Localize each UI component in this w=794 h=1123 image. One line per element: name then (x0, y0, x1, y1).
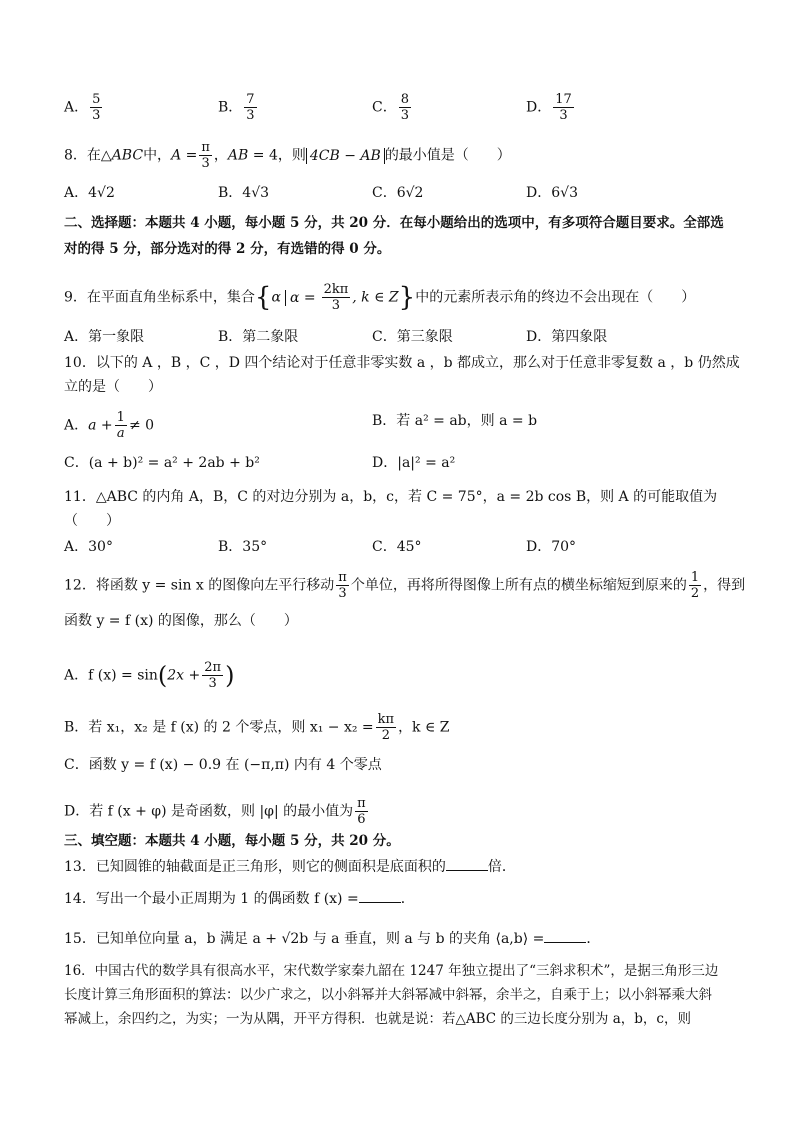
question-11-stem: 11．△ABC 的内角 A，B，C 的对边分别为 a，b，c，若 C = 75°，a = 2b cos B，则 A 的可能取值为 (64, 489, 718, 505)
fraction (115, 410, 127, 441)
math: 2x + (167, 667, 201, 684)
math: = 4 (252, 147, 278, 164)
set-separator (285, 290, 316, 306)
answer-blank[interactable] (359, 888, 401, 903)
q7-option-b (218, 92, 259, 123)
q11-option-a (64, 538, 113, 556)
q8-option-d (526, 184, 578, 202)
option-label: D． (526, 329, 552, 345)
fraction (336, 570, 349, 601)
math: 4CB − AB (309, 147, 381, 164)
fraction (202, 660, 223, 691)
question-16-line3: 幂减上，余四约之，为实；一为从隅，开平方得积．也就是说：若△ABC 的三边长度分别为 a，b，c，则 (64, 1011, 691, 1027)
option-value: 35° (242, 539, 268, 555)
section-2-heading: 二、选择题：本题共 4 小题，每小题 5 分，共 20 分．在每小题给出的选项中，有多项符合题目要求。全部选 (64, 215, 724, 231)
math: , k ∈ Z (352, 289, 399, 306)
vector-abs (306, 148, 385, 164)
numerator: 8 (400, 92, 409, 107)
numerator: 2π (204, 660, 222, 675)
q12-option-d (64, 796, 370, 827)
fraction (90, 92, 102, 123)
q8-option-a (64, 184, 115, 202)
option-label: B． (218, 539, 243, 555)
question-11-stem-cont: （ ） (64, 513, 120, 529)
question-15 (64, 928, 600, 948)
option-value: 4√3 (242, 185, 270, 201)
question-12-stem-cont: 函数 y = f (x) 的图像，那么（ ） (64, 613, 298, 629)
option-label: C． (372, 539, 397, 555)
q7-option-d (526, 92, 576, 123)
denominator: 2 (381, 728, 390, 743)
numerator: π (357, 796, 366, 811)
question-13 (64, 856, 516, 876)
text: 的最小值是（ ） (384, 147, 511, 164)
math: ABC (111, 147, 144, 164)
text: B．若 x₁，x₂ 是 f (x) 的 2 个零点，则 x₁ − x₂ = (64, 719, 374, 736)
question-14 (64, 888, 415, 908)
text: 8．在△ (64, 147, 112, 164)
option-value: 30° (88, 539, 113, 555)
q8-option-b (218, 184, 269, 202)
denominator: 3 (559, 108, 568, 123)
text: ，得到 (703, 577, 746, 594)
option-label: D． (526, 99, 552, 116)
answer-blank[interactable] (544, 928, 586, 943)
denominator: 3 (208, 676, 217, 691)
option-label: A． (64, 99, 89, 116)
option-label: B． (218, 99, 243, 116)
numerator: π (338, 570, 347, 585)
option-label: A． (64, 185, 89, 201)
option-value: 70° (551, 539, 577, 555)
denominator: 3 (400, 108, 409, 123)
option-value: 4√2 (88, 185, 115, 201)
option-label: A．f (x) = sin (64, 667, 158, 684)
option-value: 45° (396, 539, 422, 555)
denominator: 3 (246, 108, 255, 123)
question-8-stem (64, 140, 511, 171)
option-label: C． (372, 329, 397, 345)
text: ，k ∈ Z (398, 719, 450, 736)
option-label: A． (64, 329, 89, 345)
q11-option-b (218, 538, 267, 556)
q9-option-b (218, 328, 298, 346)
fraction (199, 140, 212, 171)
numerator: 1 (690, 570, 700, 585)
option-label: B． (218, 329, 243, 345)
option-value: 第一象限 (88, 329, 145, 345)
numerator: 5 (92, 92, 101, 107)
q10-option-c: C．(a + b)² = a² + 2ab + b² (64, 455, 260, 471)
q11-option-d (526, 538, 576, 556)
answer-blank[interactable] (446, 856, 488, 871)
brace-left: { (254, 282, 272, 313)
q12-option-a (64, 660, 234, 691)
option-label: C． (372, 99, 397, 116)
fraction (689, 570, 701, 601)
math: AB (227, 147, 249, 164)
q11-option-c (372, 538, 422, 556)
paren-right: ) (225, 661, 235, 690)
text: 中， (143, 147, 172, 164)
q10-option-d: D．|a|² = a² (372, 455, 456, 471)
denominator: 3 (331, 298, 341, 313)
numerator: 1 (116, 410, 125, 425)
option-value: 第二象限 (242, 329, 299, 345)
text: 中的元素所表示角的终边不会出现在（ ） (415, 289, 696, 306)
denominator: 2 (690, 586, 700, 601)
numerator: 17 (555, 92, 572, 107)
numerator: 2kπ (323, 282, 349, 297)
question-12-stem (64, 570, 745, 601)
option-label: D． (526, 185, 552, 201)
text: ． (586, 931, 601, 947)
brace-right: } (398, 282, 416, 313)
denominator: 3 (92, 108, 101, 123)
option-label: B． (218, 185, 243, 201)
text: 倍． (487, 859, 516, 875)
q8-option-c (372, 184, 423, 202)
math: a + (88, 417, 113, 434)
option-label: A． (64, 539, 89, 555)
text: 14．写出一个最小正周期为 1 的偶函数 f (x) = (64, 891, 359, 907)
paren-left: ( (157, 661, 168, 690)
math: α = (289, 289, 316, 306)
question-10-stem: 10．以下的 A ，B ，C ，D 四个结论对于任意非零实数 a ，b 都成立，那么对于任意非零复数 a ，b 仍然成 (64, 355, 740, 371)
fraction (553, 92, 574, 123)
option-value: 6√2 (396, 185, 424, 201)
denominator: 3 (201, 156, 210, 171)
text: 9．在平面直角坐标系中，集合 (64, 289, 255, 306)
section-3-heading: 三、填空题：本题共 4 小题，每小题 5 分，共 20 分。 (64, 833, 400, 849)
math: α (271, 289, 281, 306)
fraction (322, 282, 351, 313)
option-label: C． (372, 185, 397, 201)
q9-option-a (64, 328, 144, 346)
option-value: 第三象限 (396, 329, 453, 345)
option-value: 6√3 (551, 185, 578, 201)
math: A (171, 147, 182, 164)
q12-option-b (64, 712, 450, 743)
text: 13．已知圆锥的轴截面是正三角形，则它的侧面积是底面积的 (64, 859, 446, 875)
text: D．若 f (x + φ) 是奇函数，则 |φ| 的最小值为 (64, 803, 354, 820)
numerator: 7 (246, 92, 255, 107)
text: 12．将函数 y = sin x 的图像向左平行移动 (64, 577, 335, 594)
question-10-stem-cont: 立的是（ ） (64, 379, 162, 395)
q9-option-c (372, 328, 453, 346)
denominator: 6 (357, 812, 366, 827)
fraction (244, 92, 256, 123)
q10-option-b: B．若 a² = ab，则 a = b (372, 413, 538, 429)
option-label: D． (526, 539, 552, 555)
q9-option-d (526, 328, 607, 346)
section-2-heading-cont: 对的得 5 分，部分选对的得 2 分，有选错的得 0 分。 (64, 241, 391, 257)
text: 个单位，再将所得图像上所有点的横坐标缩短到原来的 (350, 577, 687, 594)
math: = (185, 147, 198, 164)
denominator: a (116, 426, 125, 441)
numerator: kπ (377, 712, 395, 727)
question-16-line2: 长度计算三角形面积的算法：以少广求之，以小斜幂并大斜幂减中斜幂，余半之，自乘于上；以小斜幂乘大斜 (64, 987, 712, 1003)
q7-option-a (64, 92, 104, 123)
q7-option-c (372, 92, 413, 123)
question-9-stem (64, 282, 695, 313)
text: ． (400, 891, 415, 907)
denominator: 3 (338, 586, 347, 601)
q12-option-c: C．函数 y = f (x) − 0.9 在 (−π,π) 内有 4 个零点 (64, 757, 382, 773)
math: ≠ 0 (128, 417, 155, 434)
option-label: A． (64, 417, 89, 434)
text: ， (213, 147, 228, 164)
question-16-line1: 16．中国古代的数学具有很高水平，宋代数学家秦九韶在 1247 年独立提出了“三斜求积术”，是据三角形三边 (64, 963, 719, 979)
q10-option-a (64, 410, 154, 441)
numerator: π (201, 140, 210, 155)
text: 15．已知单位向量 a，b 满足 a + √2b 与 a 垂直，则 a 与 b 的夹角 ⟨a,b⟩ = (64, 931, 545, 947)
fraction (355, 796, 368, 827)
fraction (376, 712, 396, 743)
text: ，则 (277, 147, 306, 164)
option-value: 第四象限 (551, 329, 608, 345)
fraction (399, 92, 411, 123)
